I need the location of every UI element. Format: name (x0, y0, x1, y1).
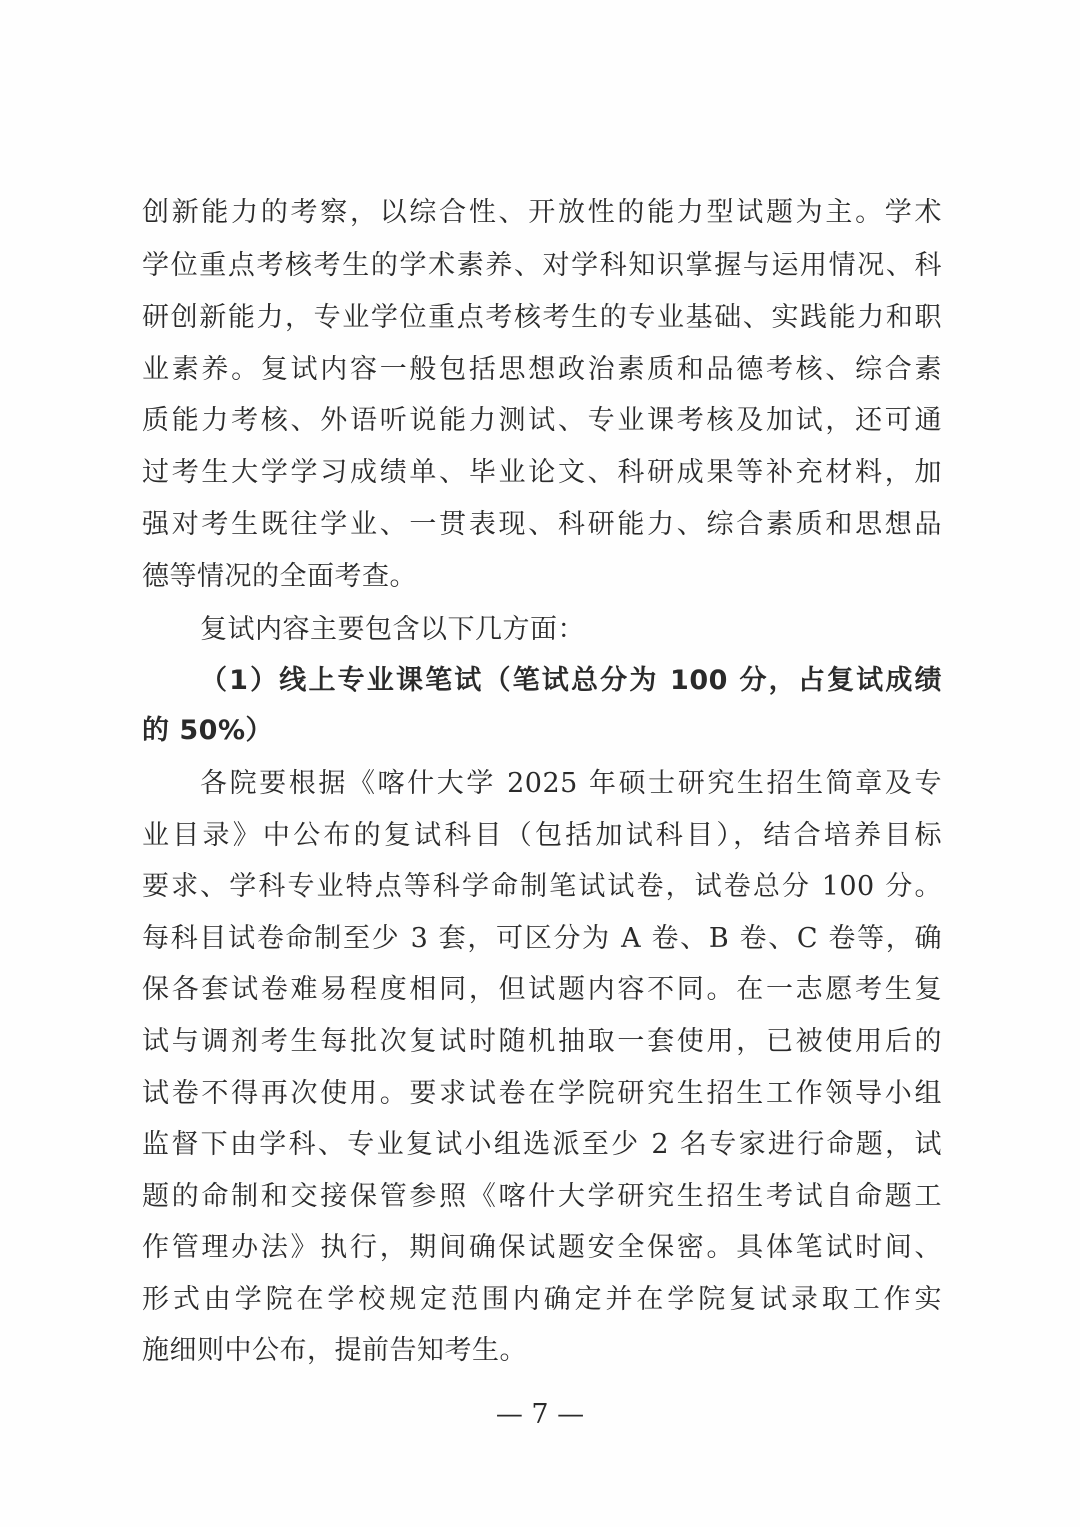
body-line: 每科目试卷命制至少 3 套，可区分为 A 卷、B 卷、C 卷等，确 (142, 923, 942, 954)
body-line: 保各套试卷难易程度相同，但试题内容不同。在一志愿考生复 (142, 974, 942, 1005)
body-line: 研创新能力，专业学位重点考核考生的专业基础、实践能力和职 (142, 302, 942, 333)
body-line: 强对考生既往学业、一贯表现、科研能力、综合素质和思想品 (142, 509, 942, 540)
body-line: 形式由学院在学校规定范围内确定并在学院复试录取工作实 (142, 1284, 942, 1315)
body-line: 试卷不得再次使用。要求试卷在学院研究生招生工作领导小组 (142, 1078, 942, 1109)
section-heading: （1）线上专业课笔试（笔试总分为 100 分，占复试成绩 (200, 665, 942, 696)
body-line: 要求、学科专业特点等科学命制笔试试卷，试卷总分 100 分。 (142, 871, 942, 902)
body-line: 质能力考核、外语听说能力测试、专业课考核及加试，还可通 (142, 405, 942, 436)
body-line: 德等情况的全面考查。 (142, 561, 417, 592)
body-line: 创新能力的考察，以综合性、开放性的能力型试题为主。学术 (142, 197, 942, 228)
section-heading-continued: 的 50%） (142, 715, 274, 746)
body-line: 题的命制和交接保管参照《喀什大学研究生招生考试自命题工 (142, 1181, 942, 1212)
body-line: 过考生大学学习成绩单、毕业论文、科研成果等补充材料，加 (142, 457, 942, 488)
intro-line: 复试内容主要包含以下几方面： (200, 614, 585, 645)
body-line: 作管理办法》执行，期间确保试题安全保密。具体笔试时间、 (142, 1232, 942, 1263)
body-line: 施细则中公布，提前告知考生。 (142, 1335, 527, 1366)
body-line: 学位重点考核考生的学术素养、对学科知识掌握与运用情况、科 (142, 250, 942, 281)
body-line: 业素养。复试内容一般包括思想政治素质和品德考核、综合素 (142, 354, 942, 385)
page-number: — 7 — (495, 1399, 585, 1430)
body-line: 各院要根据《喀什大学 2025 年硕士研究生招生简章及专 (200, 768, 942, 799)
body-line: 业目录》中公布的复试科目（包括加试科目），结合培养目标 (142, 820, 942, 851)
body-line: 试与调剂考生每批次复试时随机抽取一套使用，已被使用后的 (142, 1026, 942, 1057)
body-line: 监督下由学科、专业复试小组选派至少 2 名专家进行命题，试 (142, 1129, 942, 1160)
